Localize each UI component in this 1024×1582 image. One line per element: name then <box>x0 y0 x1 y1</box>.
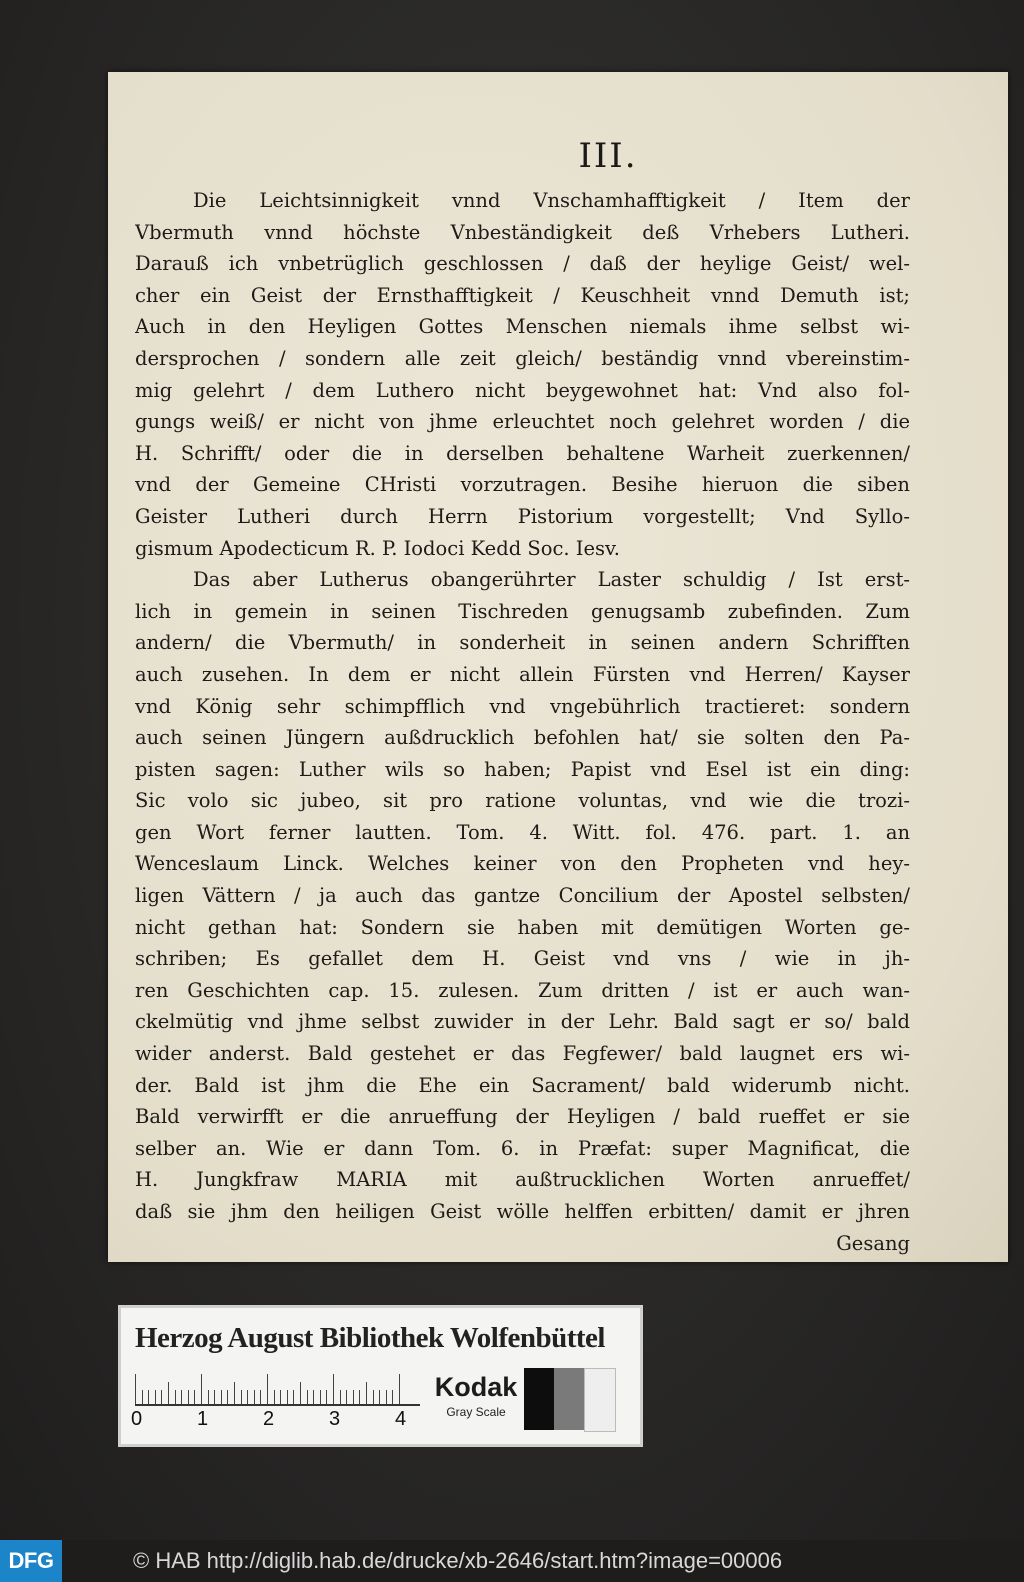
ruler-tick <box>221 1390 222 1404</box>
ruler-tick <box>333 1374 334 1404</box>
ruler-tick <box>353 1390 354 1404</box>
scale-ruler <box>135 1370 420 1406</box>
text-line: Die Leichtsinnigkeit vnnd Vnschamhafftigkeit / Item der <box>193 189 910 212</box>
ruler-tick <box>135 1374 136 1404</box>
ruler-tick <box>267 1374 268 1404</box>
ruler-tick <box>320 1390 321 1404</box>
page-text <box>135 185 910 1259</box>
text-line: mig gelehrt / dem Luthero nicht beygewohnet hat: Vnd also fol- <box>135 378 910 402</box>
ruler-tick <box>340 1390 341 1404</box>
text-line: andern/ die Vbermuth/ in sonderheit in seinen andern Schrifften <box>135 631 910 655</box>
ruler-tick <box>260 1390 261 1404</box>
ruler-tick <box>326 1390 327 1404</box>
text-line: H. Schrifft/ oder die in derselben behaltene Warheit zuerkennen/ <box>135 441 910 465</box>
ruler-tick <box>373 1390 374 1404</box>
ruler-number: 4 <box>395 1408 407 1430</box>
text-line: Sic volo sic jubeo, sit pro ratione voluntas, vnd wie die trozi- <box>135 789 910 813</box>
ruler-tick <box>399 1374 400 1404</box>
ruler-tick <box>188 1390 189 1404</box>
ruler-tick <box>142 1390 143 1404</box>
ruler-tick <box>307 1390 308 1404</box>
ruler-tick <box>313 1390 314 1404</box>
ruler-tick <box>293 1390 294 1404</box>
ruler-tick <box>386 1390 387 1404</box>
text-line: auch zusehen. In dem er nicht allein Fürsten vnd Herren/ Kayser <box>135 662 910 686</box>
ruler-tick <box>155 1390 156 1404</box>
ruler-tick <box>201 1374 202 1404</box>
viewer-footer <box>0 1540 1024 1582</box>
text-line: H. Jungkfraw MARIA mit außtrucklichen Worten anrueffet/ <box>135 1168 910 1192</box>
text-line: Bald verwirfft er die anrueffung der Heyligen / bald rueffet er sie <box>135 1105 910 1129</box>
ruler-tick <box>227 1390 228 1404</box>
text-line: gungs weiß/ er nicht von jhme erleuchtet noch gelehret worden / die <box>135 410 910 434</box>
text-line: Auch in den Heyligen Gottes Menschen niemals ihme selbst wi- <box>135 315 910 339</box>
text-line: auch seinen Jüngern außdrucklich befohlen hat/ sie solten den Pa- <box>135 726 910 750</box>
swatch-white <box>584 1368 616 1432</box>
text-line: selber an. Wie er dann Tom. 6. in Præfat: super Magnificat, die <box>135 1136 910 1160</box>
ruler-tick <box>274 1390 275 1404</box>
library-name: Herzog August Bibliothek Wolfenbüttel <box>135 1322 605 1354</box>
ruler-tick <box>168 1382 169 1404</box>
ruler-tick <box>379 1390 380 1404</box>
text-line: vnd König sehr schimpfflich vnd vngebührlich tractieret: sondern <box>135 694 910 718</box>
gray-scale-label: Gray Scale <box>446 1405 506 1419</box>
text-line: daß sie jhm den heiligen Geist wölle helffen erbitten/ damit er jhren <box>135 1200 910 1223</box>
text-line: Das aber Lutherus obangerührter Laster schuldig / Ist erst- <box>193 568 910 592</box>
dfg-logo: DFG <box>0 1540 62 1582</box>
ruler-number: 2 <box>263 1408 275 1430</box>
library-color-card <box>118 1305 643 1447</box>
swatch-gray <box>554 1368 584 1430</box>
text-line: gismum Apodecticum R. P. Iodoci Kedd Soc. Iesv. <box>135 536 620 560</box>
text-line: ren Geschichten cap. 15. zulesen. Zum dritten / ist er auch wan- <box>135 978 910 1002</box>
text-line: cher ein Geist der Ernsthafftigkeit / Keuschheit vnnd Demuth ist; <box>135 283 910 307</box>
ruler-tick <box>148 1390 149 1404</box>
text-line: wider anderst. Bald gestehet er das Fegfewer/ bald laugnet ers wi- <box>135 1042 910 1066</box>
ruler-number: 3 <box>329 1408 341 1430</box>
text-line: lich in gemein in seinen Tischreden genugsamb zubefinden. Zum <box>135 599 910 623</box>
ruler-tick <box>280 1390 281 1404</box>
ruler-tick <box>175 1390 176 1404</box>
text-line: gen Wort ferner lautten. Tom. 4. Witt. fol. 476. part. 1. an <box>135 820 910 844</box>
copyright-credit: © HAB http://diglib.hab.de/drucke/xb-2646/start.htm?image=00006 <box>133 1548 783 1573</box>
page-number: III. <box>578 136 638 176</box>
ruler-tick <box>346 1390 347 1404</box>
catchword: Gesang <box>836 1231 910 1255</box>
text-line: der. Bald ist jhm die Ehe ein Sacrament/ bald widerumb nicht. <box>135 1073 910 1097</box>
text-line: vnd der Gemeine CHristi vorzutragen. Besihe hieruon die siben <box>135 473 910 497</box>
ruler-tick <box>287 1390 288 1404</box>
ruler-tick <box>254 1390 255 1404</box>
ruler-tick <box>181 1390 182 1404</box>
text-line: nicht gethan hat: Sondern sie haben mit demütigen Worten ge- <box>135 915 910 939</box>
ruler-tick <box>300 1382 301 1404</box>
kodak-logo: Kodak <box>434 1372 518 1402</box>
text-line: ckelmütig vnd jhme selbst zuwider in der Lehr. Bald sagt er so/ bald <box>135 1010 910 1034</box>
ruler-number: 1 <box>197 1408 209 1430</box>
text-line: schriben; Es gefallet dem H. Geist vnd vns / wie in jh- <box>135 947 910 971</box>
ruler-tick <box>161 1390 162 1404</box>
text-line: dersprochen / sondern alle zeit gleich/ beständig vnnd vbereinstim- <box>135 346 910 370</box>
swatch-black <box>524 1368 554 1430</box>
ruler-tick <box>241 1390 242 1404</box>
text-line: Geister Lutheri durch Herrn Pistorium vorgestellt; Vnd Syllo- <box>135 504 910 528</box>
text-line: Vbermuth vnnd höchste Vnbeständigkeit deß Vrhebers Lutheri. <box>135 220 910 244</box>
ruler-tick <box>392 1390 393 1404</box>
text-line: Wenceslaum Linck. Welches keiner von den Propheten vnd hey- <box>135 852 910 876</box>
ruler-tick <box>214 1390 215 1404</box>
text-line: Darauß ich vnbetrüglich geschlossen / daß der heylige Geist/ wel- <box>135 252 910 276</box>
ruler-tick <box>208 1390 209 1404</box>
ruler-tick <box>359 1390 360 1404</box>
ruler-tick <box>247 1390 248 1404</box>
ruler-tick <box>194 1390 195 1404</box>
text-line: ligen Vättern / ja auch das gantze Concilium der Apostel selbsten/ <box>135 884 910 908</box>
ruler-tick <box>234 1382 235 1404</box>
text-line: pisten sagen: Luther wils so haben; Papist vnd Esel ist ein ding: <box>135 757 910 781</box>
ruler-number: 0 <box>131 1408 143 1430</box>
ruler-tick <box>366 1382 367 1404</box>
